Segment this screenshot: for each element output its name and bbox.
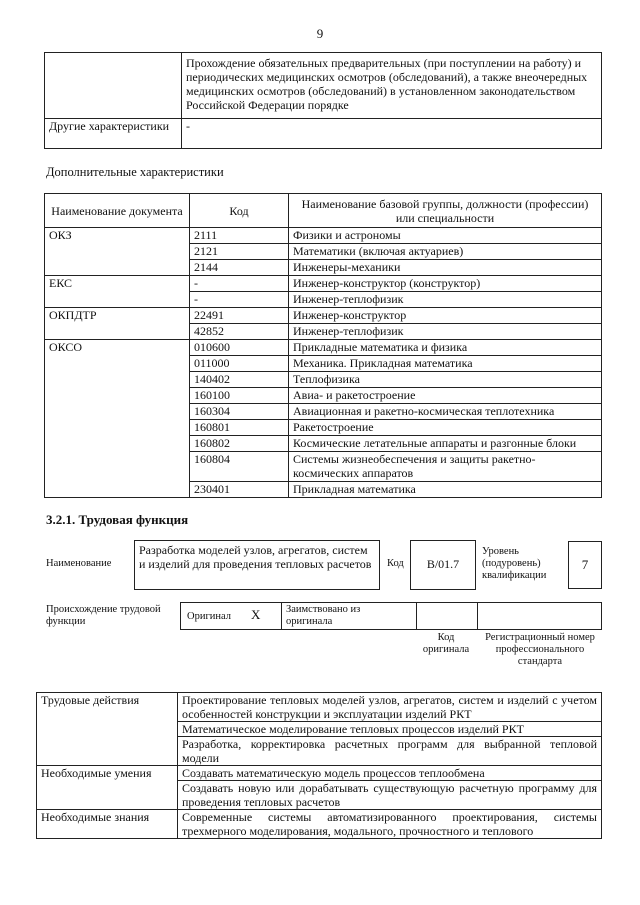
name-cell: Теплофизика <box>289 372 602 388</box>
code-cell: 011000 <box>190 356 289 372</box>
group-item-cell: Современные системы автоматизированного проектирования, системы трехмерного моделирования, модального, прочностного и теплового <box>178 810 602 839</box>
document-cell: ОКЗ <box>45 228 190 276</box>
caption-registration-number: Регистрационный номер профессионального стандарта <box>485 632 595 667</box>
group-item-cell: Математическое моделирование тепловых процессов изделий РКТ <box>178 722 602 737</box>
header-code: Код <box>190 194 289 228</box>
name-cell: Физики и астрономы <box>289 228 602 244</box>
name-cell: Космические летательные аппараты и разгонные блоки <box>289 436 602 452</box>
additional-table <box>44 193 602 498</box>
table-row <box>37 693 602 722</box>
other-characteristics-value: - <box>182 119 602 149</box>
group-item-cell: Проектирование тепловых моделей узлов, агрегатов, систем и изделий с учетом особенностей конструкции и эксплуатации изделий РКТ <box>178 693 602 722</box>
bottom-table <box>36 692 602 839</box>
additional-title: Дополнительные характеристики <box>46 165 224 179</box>
origin-divider-2 <box>416 603 417 629</box>
code-cell: 160801 <box>190 420 289 436</box>
function-code-box: B/01.7 <box>410 540 476 590</box>
name-cell: Инженер-конструктор (конструктор) <box>289 276 602 292</box>
name-cell: Инженер-теплофизик <box>289 292 602 308</box>
code-cell: 160100 <box>190 388 289 404</box>
code-label: Код <box>387 558 404 569</box>
code-cell: 140402 <box>190 372 289 388</box>
group-item-cell: Создавать математическую модель процессов теплообмена <box>178 766 602 781</box>
additional-table-body <box>45 228 602 498</box>
origin-box <box>180 602 602 630</box>
group-item-cell: Создавать новую или дорабатывать существующую расчетную программу для проведения тепловых расчетов <box>178 781 602 810</box>
document-cell: ЕКС <box>45 276 190 308</box>
original-mark: X <box>251 607 261 622</box>
header-document: Наименование документа <box>45 194 190 228</box>
section-heading: 3.2.1. Трудовая функция <box>46 512 189 527</box>
code-cell: 2121 <box>190 244 289 260</box>
table-row <box>37 810 602 839</box>
code-cell: 230401 <box>190 482 289 498</box>
table-row <box>45 276 602 292</box>
code-cell: - <box>190 292 289 308</box>
group-item-cell: Разработка, корректировка расчетных программ для выбранной тепловой модели <box>178 737 602 766</box>
name-cell: Авиационная и ракетно-космическая теплотехника <box>289 404 602 420</box>
name-cell: Инженер-теплофизик <box>289 324 602 340</box>
group-label-cell: Трудовые действия <box>37 693 178 766</box>
medical-exam-text: Прохождение обязательных предварительных (при поступлении на работу) и периодических медицинских осмотров (обследований), а также внеочередных медицинских осмотров (обследований) в установленном законодательством Российской Федерации порядке <box>182 53 602 119</box>
code-cell: 2144 <box>190 260 289 276</box>
name-cell: Инженер-конструктор <box>289 308 602 324</box>
group-label-cell: Необходимые знания <box>37 810 178 839</box>
header-name: Наименование базовой группы, должности (профессии) или специальности <box>289 194 602 228</box>
other-characteristics-label: Другие характеристики <box>45 119 182 149</box>
table-row <box>45 340 602 356</box>
code-cell: - <box>190 276 289 292</box>
bottom-table-body <box>37 693 602 839</box>
level-value-box: 7 <box>568 541 602 589</box>
table-row <box>37 766 602 781</box>
name-cell: Авиа- и ракетостроение <box>289 388 602 404</box>
code-cell: 160304 <box>190 404 289 420</box>
name-cell: Прикладные математика и физика <box>289 340 602 356</box>
name-cell: Механика. Прикладная математика <box>289 356 602 372</box>
code-cell: 42852 <box>190 324 289 340</box>
group-label-cell: Необходимые умения <box>37 766 178 810</box>
top-table <box>44 52 602 149</box>
page-number: 9 <box>316 26 324 41</box>
table-row <box>45 228 602 244</box>
document-cell: ОКСО <box>45 340 190 498</box>
origin-divider-3 <box>477 603 478 629</box>
top-table-empty-cell <box>45 53 182 119</box>
borrowed-label: Заимствовано из оригинала <box>286 604 361 627</box>
origin-divider-1 <box>281 603 282 629</box>
name-label: Наименование <box>46 558 112 569</box>
name-cell: Системы жизнеобеспечения и защиты ракетно-космических аппаратов <box>289 452 602 482</box>
level-label: Уровень (подуровень) квалификации <box>482 546 547 581</box>
origin-label: Происхождение трудовой функции <box>46 604 161 627</box>
caption-code-original: Код оригинала <box>422 632 470 655</box>
code-cell: 22491 <box>190 308 289 324</box>
function-name-box: Разработка моделей узлов, агрегатов, систем и изделий для проведения тепловых расчетов <box>134 540 380 590</box>
code-cell: 160804 <box>190 452 289 482</box>
original-label: Оригинал <box>187 611 231 622</box>
name-cell: Инженеры-механики <box>289 260 602 276</box>
document-cell: ОКПДТР <box>45 308 190 340</box>
code-cell: 2111 <box>190 228 289 244</box>
name-cell: Математики (включая актуариев) <box>289 244 602 260</box>
name-cell: Ракетостроение <box>289 420 602 436</box>
code-cell: 010600 <box>190 340 289 356</box>
code-cell: 160802 <box>190 436 289 452</box>
name-cell: Прикладная математика <box>289 482 602 498</box>
table-row <box>45 308 602 324</box>
